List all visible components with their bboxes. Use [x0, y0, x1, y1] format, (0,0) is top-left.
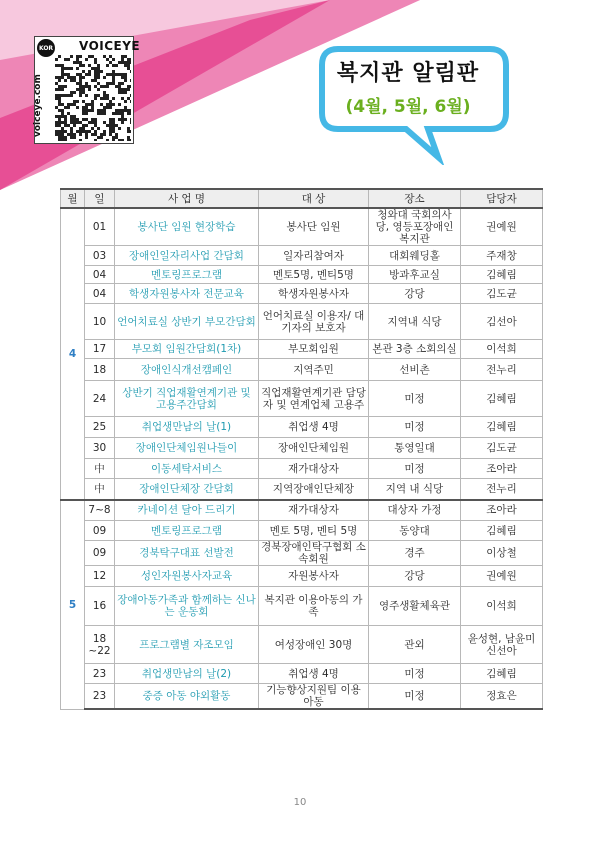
day-cell: 09: [85, 521, 115, 541]
target-cell: 복지관 이용아동의 가족: [259, 587, 369, 626]
place-cell: 강당: [369, 566, 461, 587]
target-cell: 경북장애인탁구협회 소속회원: [259, 541, 369, 566]
table-row: [61, 479, 543, 500]
place-cell: 미정: [369, 684, 461, 710]
target-cell: 멘토 5명, 멘티 5명: [259, 521, 369, 541]
manager-cell: 김혜림: [461, 417, 543, 438]
manager-cell: 김선아: [461, 304, 543, 340]
program-cell: 상반기 직업재활연계기관 및 고용주간담회: [115, 381, 259, 417]
month-cell: 5: [61, 500, 85, 710]
table-header-row: [61, 189, 543, 208]
day-cell: 25: [85, 417, 115, 438]
table-row: [61, 587, 543, 626]
table-row: [61, 246, 543, 266]
program-cell: 장애인일자리사업 간담회: [115, 246, 259, 266]
program-cell: 프로그램별 자조모임: [115, 626, 259, 664]
page-subtitle: (4월, 5월, 6월): [345, 97, 471, 117]
table-row: [61, 381, 543, 417]
voiceye-url: voiceye.com: [33, 74, 43, 137]
place-cell: 강당: [369, 284, 461, 304]
program-cell: 장애아동가족과 함께하는 신나는 운동회: [115, 587, 259, 626]
place-cell: 지역 내 식당: [369, 479, 461, 500]
manager-cell: 전누리: [461, 479, 543, 500]
manager-cell: 김혜림: [461, 266, 543, 284]
place-cell: 대회웨딩홀: [369, 246, 461, 266]
day-cell: 中: [85, 459, 115, 479]
manager-cell: 전누리: [461, 359, 543, 381]
target-cell: 지역장애인단체장: [259, 479, 369, 500]
manager-cell: 김도균: [461, 438, 543, 459]
day-cell: 23: [85, 684, 115, 710]
table-row: [61, 359, 543, 381]
header-program: 사 업 명: [115, 189, 259, 208]
target-cell: 여성장애인 30명: [259, 626, 369, 664]
target-cell: 재가대상자: [259, 459, 369, 479]
table-row: [61, 521, 543, 541]
manager-cell: 이석희: [461, 340, 543, 359]
program-cell: 중증 아동 야외활동: [115, 684, 259, 710]
day-cell: 12: [85, 566, 115, 587]
manager-cell: 김도균: [461, 284, 543, 304]
day-cell: 09: [85, 541, 115, 566]
program-cell: 부모회 임원간담회(1차): [115, 340, 259, 359]
place-cell: 미정: [369, 381, 461, 417]
program-cell: 언어치료실 상반기 부모간담회: [115, 304, 259, 340]
table-row: [61, 266, 543, 284]
target-cell: 취업생 4명: [259, 417, 369, 438]
day-cell: 17: [85, 340, 115, 359]
place-cell: 영주생활체육관: [369, 587, 461, 626]
kor-badge: KOR: [37, 39, 55, 57]
day-cell: 04: [85, 266, 115, 284]
program-cell: 장애인식개선캠페인: [115, 359, 259, 381]
manager-cell: 주재창: [461, 246, 543, 266]
page-title: 복지관 알림판: [336, 61, 480, 86]
table-row: [61, 340, 543, 359]
place-cell: 본관 3층 소회의실: [369, 340, 461, 359]
table-row: [61, 541, 543, 566]
manager-cell: 김혜림: [461, 664, 543, 684]
target-cell: 자원봉사자: [259, 566, 369, 587]
month-cell: 4: [61, 208, 85, 500]
schedule-table: [60, 188, 543, 710]
day-cell: 03: [85, 246, 115, 266]
table-row: [61, 208, 543, 246]
place-cell: 미정: [369, 664, 461, 684]
program-cell: 학생자원봉사자 전문교육: [115, 284, 259, 304]
program-cell: 성인자원봉사자교육: [115, 566, 259, 587]
place-cell: 방과후교실: [369, 266, 461, 284]
day-cell: 18 ~22: [85, 626, 115, 664]
target-cell: 취업생 4명: [259, 664, 369, 684]
target-cell: 재가대상자: [259, 500, 369, 521]
voiceye-qr-logo: [33, 36, 141, 144]
table-row: [61, 284, 543, 304]
qr-code-icon: [55, 55, 131, 141]
manager-cell: 권예원: [461, 566, 543, 587]
target-cell: 언어치료실 이용자/ 대기자의 보호자: [259, 304, 369, 340]
program-cell: 카네이션 달아 드리기: [115, 500, 259, 521]
target-cell: 기능향상지원팀 이용 아동: [259, 684, 369, 710]
target-cell: 봉사단 임원: [259, 208, 369, 246]
manager-cell: 정효은: [461, 684, 543, 710]
program-cell: 취업생만남의 날(1): [115, 417, 259, 438]
manager-cell: 조아라: [461, 500, 543, 521]
place-cell: 미정: [369, 417, 461, 438]
table-row: [61, 664, 543, 684]
manager-cell: 이상철: [461, 541, 543, 566]
day-cell: 7~8: [85, 500, 115, 521]
place-cell: 미정: [369, 459, 461, 479]
table-row: [61, 417, 543, 438]
schedule-body: [61, 208, 543, 709]
place-cell: 통영일대: [369, 438, 461, 459]
day-cell: 01: [85, 208, 115, 246]
voiceye-brand: VOICEYE: [79, 39, 141, 53]
day-cell: 23: [85, 664, 115, 684]
day-cell: 24: [85, 381, 115, 417]
page-number: 10: [293, 797, 307, 808]
header-target: 대 상: [259, 189, 369, 208]
target-cell: 장애인단체임원: [259, 438, 369, 459]
target-cell: 직업재활연계기관 담당자 및 연계업체 고용주: [259, 381, 369, 417]
place-cell: 대상자 가정: [369, 500, 461, 521]
header-day: 일: [85, 189, 115, 208]
table-row: [61, 626, 543, 664]
day-cell: 16: [85, 587, 115, 626]
table-row: [61, 459, 543, 479]
program-cell: 장애인단체임원나들이: [115, 438, 259, 459]
manager-cell: 김혜림: [461, 521, 543, 541]
place-cell: 경주: [369, 541, 461, 566]
table-row: [61, 304, 543, 340]
day-cell: 18: [85, 359, 115, 381]
target-cell: 멘토5명, 멘티5명: [259, 266, 369, 284]
program-cell: 장애인단체장 간담회: [115, 479, 259, 500]
target-cell: 학생자원봉사자: [259, 284, 369, 304]
day-cell: 04: [85, 284, 115, 304]
header-month: 월: [61, 189, 85, 208]
day-cell: 30: [85, 438, 115, 459]
manager-cell: 윤성현, 남윤미 신선아: [461, 626, 543, 664]
table-row: [61, 500, 543, 521]
manager-cell: 이석희: [461, 587, 543, 626]
place-cell: 관외: [369, 626, 461, 664]
program-cell: 봉사단 임원 현장학습: [115, 208, 259, 246]
program-cell: 경북탁구대표 선발전: [115, 541, 259, 566]
program-cell: 이동세탁서비스: [115, 459, 259, 479]
place-cell: 지역내 식당: [369, 304, 461, 340]
place-cell: 선비촌: [369, 359, 461, 381]
manager-cell: 김혜림: [461, 381, 543, 417]
target-cell: 지역주민: [259, 359, 369, 381]
table-row: [61, 438, 543, 459]
target-cell: 부모회임원: [259, 340, 369, 359]
table-row: [61, 566, 543, 587]
target-cell: 일자리참여자: [259, 246, 369, 266]
header-place: 장소: [369, 189, 461, 208]
program-cell: 멘토링프로그램: [115, 266, 259, 284]
manager-cell: 조아라: [461, 459, 543, 479]
place-cell: 동양대: [369, 521, 461, 541]
day-cell: 中: [85, 479, 115, 500]
program-cell: 취업생만남의 날(2): [115, 664, 259, 684]
day-cell: 10: [85, 304, 115, 340]
place-cell: 청와대 국회의사당, 영등포장애인복지관: [369, 208, 461, 246]
header-manager: 담당자: [461, 189, 543, 208]
table-row: [61, 684, 543, 710]
manager-cell: 권예원: [461, 208, 543, 246]
program-cell: 멘토링프로그램: [115, 521, 259, 541]
